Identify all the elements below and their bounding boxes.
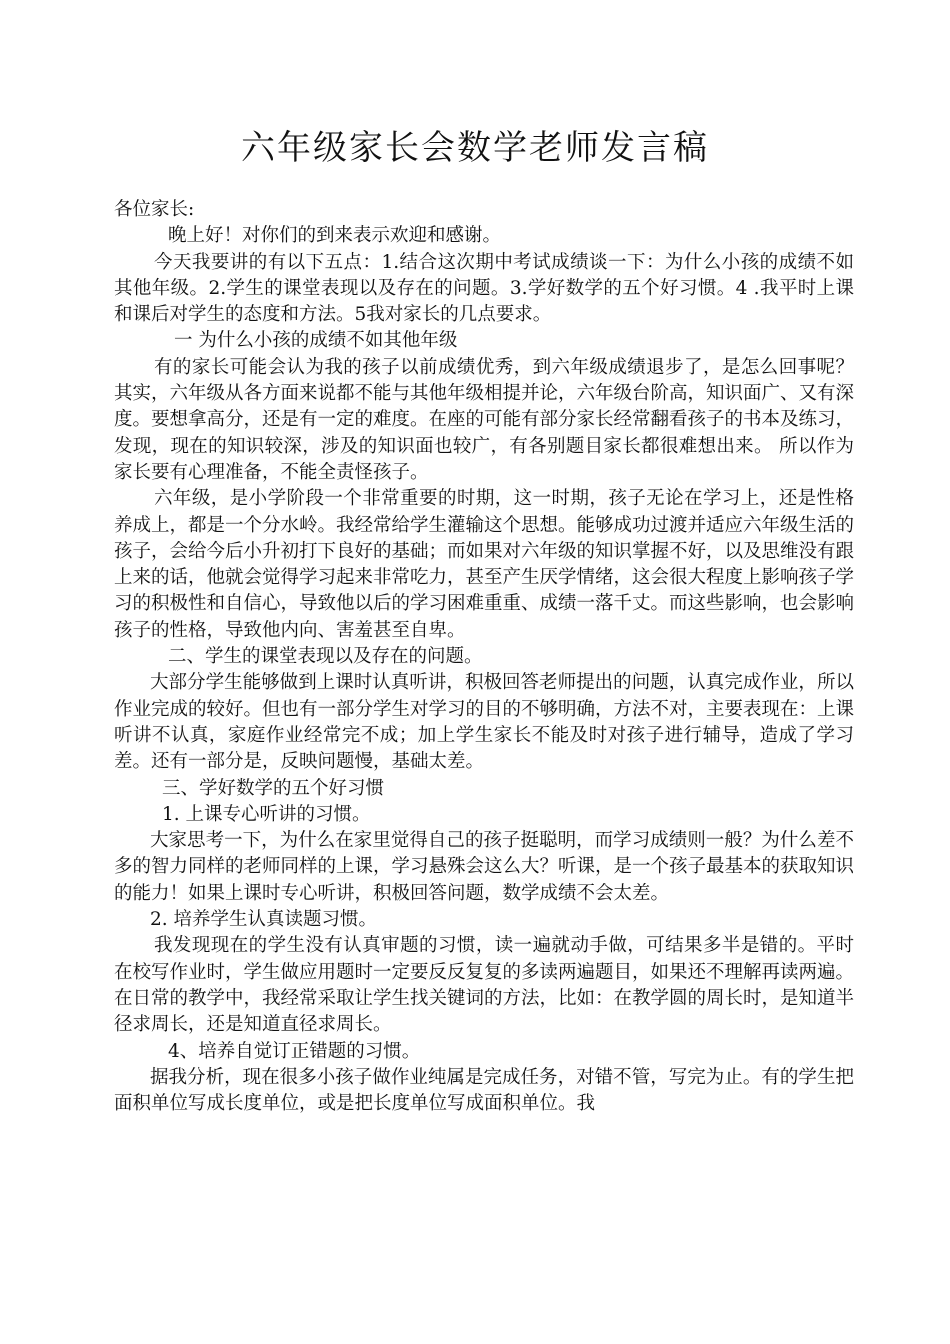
salutation: 各位家长:: [114, 199, 195, 220]
document-body: [114, 197, 854, 1117]
section-heading-three: 三、学好数学的五个好习惯: [162, 777, 385, 799]
greeting-paragraph: 晚上好！对你们的到来表示欢迎和感谢。: [168, 225, 502, 247]
body-paragraph: 大部分学生能够做到上课时认真听讲，积极回答老师提出的问题，认真完成作业，所以作业完成的较好。但也有一部分学生对学习的目的不够明确，方法不对，主要表现在：上课听讲不认真，家庭作业经常完不成；加上学生家长不能及时对孩子进行辅导，造成了学习差。还有一部分是，反映问题慢，基础太差。: [114, 672, 855, 773]
subheading-habit-two: 2. 培养学生认真读题习惯。: [150, 909, 378, 931]
body-paragraph: 我发现现在的学生没有认真审题的习惯，读一遍就动手做，可结果多半是错的。平时在校写作业时，学生做应用题时一定要反反复复的多读两遍题目，如果还不理解再读两遍。在日常的教学中，我经常采取让学生找关键词的方法，比如：在教学圆的周长时，是知道半径求周长，还是知道直径求周长。: [114, 935, 855, 1036]
body-paragraph: 有的家长可能会认为我的孩子以前成绩优秀，到六年级成绩退步了，是怎么回事呢？其实，六年级从各方面来说都不能与其他年级相提并论，六年级台阶高，知识面广、又有深度。要想拿高分，还是有一定的难度。在座的可能有部分家长经常翻看孩子的书本及练习，发现，现在的知识较深，涉及的知识面也较广，有各别题目家长都很难想出来。 所以作为家长要有心理准备，不能全责怪孩子。: [114, 356, 855, 483]
body-paragraph: 六年级，是小学阶段一个非常重要的时期，这一时期，孩子无论在学习上，还是性格养成上，都是一个分水岭。我经常给学生灌输这个思想。能够成功过渡并适应六年级生活的孩子，会给今后小升初打下良好的基础；而如果对六年级的知识掌握不好，以及思维没有跟上来的话，他就会觉得学习起来非常吃力，甚至产生厌学情绪，这会很大程度上影响孩子学习的积极性和自信心，导致他以后的学习困难重重、成绩一落千丈。而这些影响，也会影响孩子的性格，导致他内向、害羞甚至自卑。: [114, 488, 855, 641]
document-title: 六年级家长会数学老师发言稿: [241, 128, 709, 168]
subheading-habit-four: 4、培养自觉订正错题的习惯。: [168, 1040, 421, 1062]
subheading-habit-one: 1. 上课专心听讲的习惯。: [162, 803, 371, 825]
section-heading-one: 一 为什么小孩的成绩不如其他年级: [174, 330, 458, 352]
section-heading-two: 二、学生的课堂表现以及存在的问题。: [168, 646, 483, 668]
body-paragraph: 大家思考一下，为什么在家里觉得自己的孩子挺聪明，而学习成绩则一般？为什么差不多的智力同样的老师同样的上课，学习悬殊会这么大？听课，是一个孩子最基本的获取知识的能力！如果上课时专心听讲，积极回答问题，数学成绩不会太差。: [114, 830, 855, 904]
body-paragraph: 据我分析，现在很多小孩子做作业纯属是完成任务，对错不管，写完为止。有的学生把面积单位写成长度单位，或是把长度单位写成面积单位。我: [114, 1066, 854, 1115]
agenda-paragraph: 今天我要讲的有以下五点：1.结合这次期中考试成绩谈一下：为什么小孩的成绩不如其他年级。2.学生的课堂表现以及存在的问题。3.学好数学的五个好习惯。4 .我平时上课和课后对学生的态度和方法。5我对家长的几点要求。: [114, 251, 854, 326]
